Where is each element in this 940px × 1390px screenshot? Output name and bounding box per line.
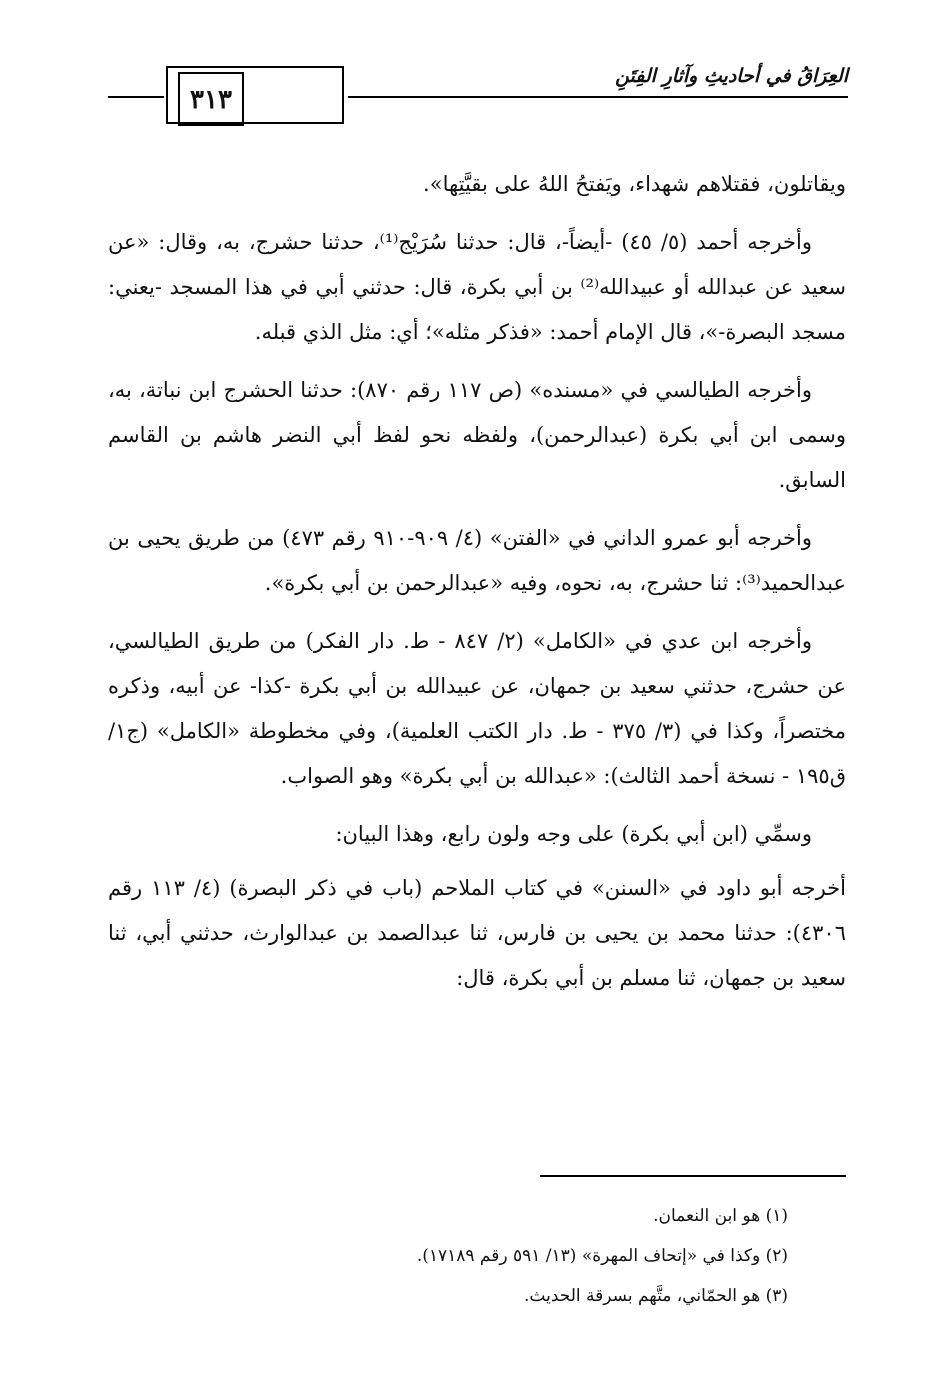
- paragraph-3: وأخرجه الطيالسي في «مسنده» (ص ١١٧ رقم ٨٧٠): حدثنا الحشرج ابن نباتة، به، وسمى ابن أبي بكرة (عبدالرحمن)، ولفظه نحو لفظ أبي النضر هاشم بن القاسم السابق.: [108, 378, 846, 492]
- main-text: [108, 162, 846, 1014]
- footnotes: [108, 1196, 788, 1316]
- header-rule-left: [108, 96, 164, 98]
- header-rule-right: [348, 96, 848, 98]
- book-title: العِرَاقُ في أحاديثِ وآثارِ الفِتَنِ: [609, 62, 848, 90]
- paragraph-6: وسمِّي (ابن أبي بكرة) على وجه ولون رابع، وهذا البيان:: [335, 822, 812, 846]
- paragraph-7: أخرجه أبو داود في «السنن» في كتاب الملاحم (باب في ذكر البصرة) (٤/ ١١٣ رقم ٤٣٠٦): حدثنا محمد بن يحيى بن فارس، ثنا عبدالصمد بن عبدالوارث، حدثني أبي، ثنا سعيد بن جمهان، ثنا مسلم بن أبي بكرة، قال:: [108, 876, 846, 990]
- paragraph-4: وأخرجه أبو عمرو الداني في «الفتن» (٤/ ٩٠٩-٩١٠ رقم ٤٧٣) من طريق يحيى بن عبدالحميد⁽³⁾: ثنا حشرج، به، نحوه، وفيه «عبدالرحمن بن أبي بكرة».: [108, 526, 846, 595]
- page-number-frame: [166, 66, 344, 124]
- paragraph-1: ويقاتلون، فقتلاهم شهداء، ويَفتحُ اللهُ على بقيَّتِها».: [423, 172, 846, 196]
- footnote-3: (٣) هو الحمّاني، متَّهم بسرقة الحديث.: [524, 1286, 788, 1306]
- paragraph-2: وأخرجه أحمد (٥/ ٤٥) -أيضاً-، قال: حدثنا سُرَيْج⁽¹⁾، حدثنا حشرج، به، وقال: «عن سعيد عن عبدالله أو عبيدالله⁽²⁾ بن أبي بكرة، قال: حدثني أبي في هذا المسجد -يعني: مسجد البصرة-»، قال الإمام أحمد: «فذكر مثله»؛ أي: مثل الذي قبله.: [108, 230, 846, 344]
- paragraph-5: وأخرجه ابن عدي في «الكامل» (٢/ ٨٤٧ - ط. دار الفكر) من طريق الطيالسي، عن حشرج، حدثني سعيد بن جمهان، عن عبيدالله بن أبي بكرة -كذا- عن أبيه، وذكره مختصراً، وكذا في (٣/ ٣٧٥ - ط. دار الكتب العلمية)، وفي مخطوطة «الكامل» (ج١/ ق١٩٥ - نسخة أحمد الثالث): «عبدالله بن أبي بكرة» وهو الصواب.: [108, 629, 846, 788]
- footnote-1: (١) هو ابن النعمان.: [653, 1206, 788, 1226]
- page-number-frame-fill: [254, 68, 344, 126]
- page-number: ٣١٣: [178, 72, 244, 126]
- footnote-2: (٢) وكذا في «إتحاف المهرة» (١٣/ ٥٩١ رقم ١٧١٨٩).: [416, 1246, 788, 1266]
- page-header: [108, 62, 848, 122]
- footnote-separator: [540, 1175, 846, 1177]
